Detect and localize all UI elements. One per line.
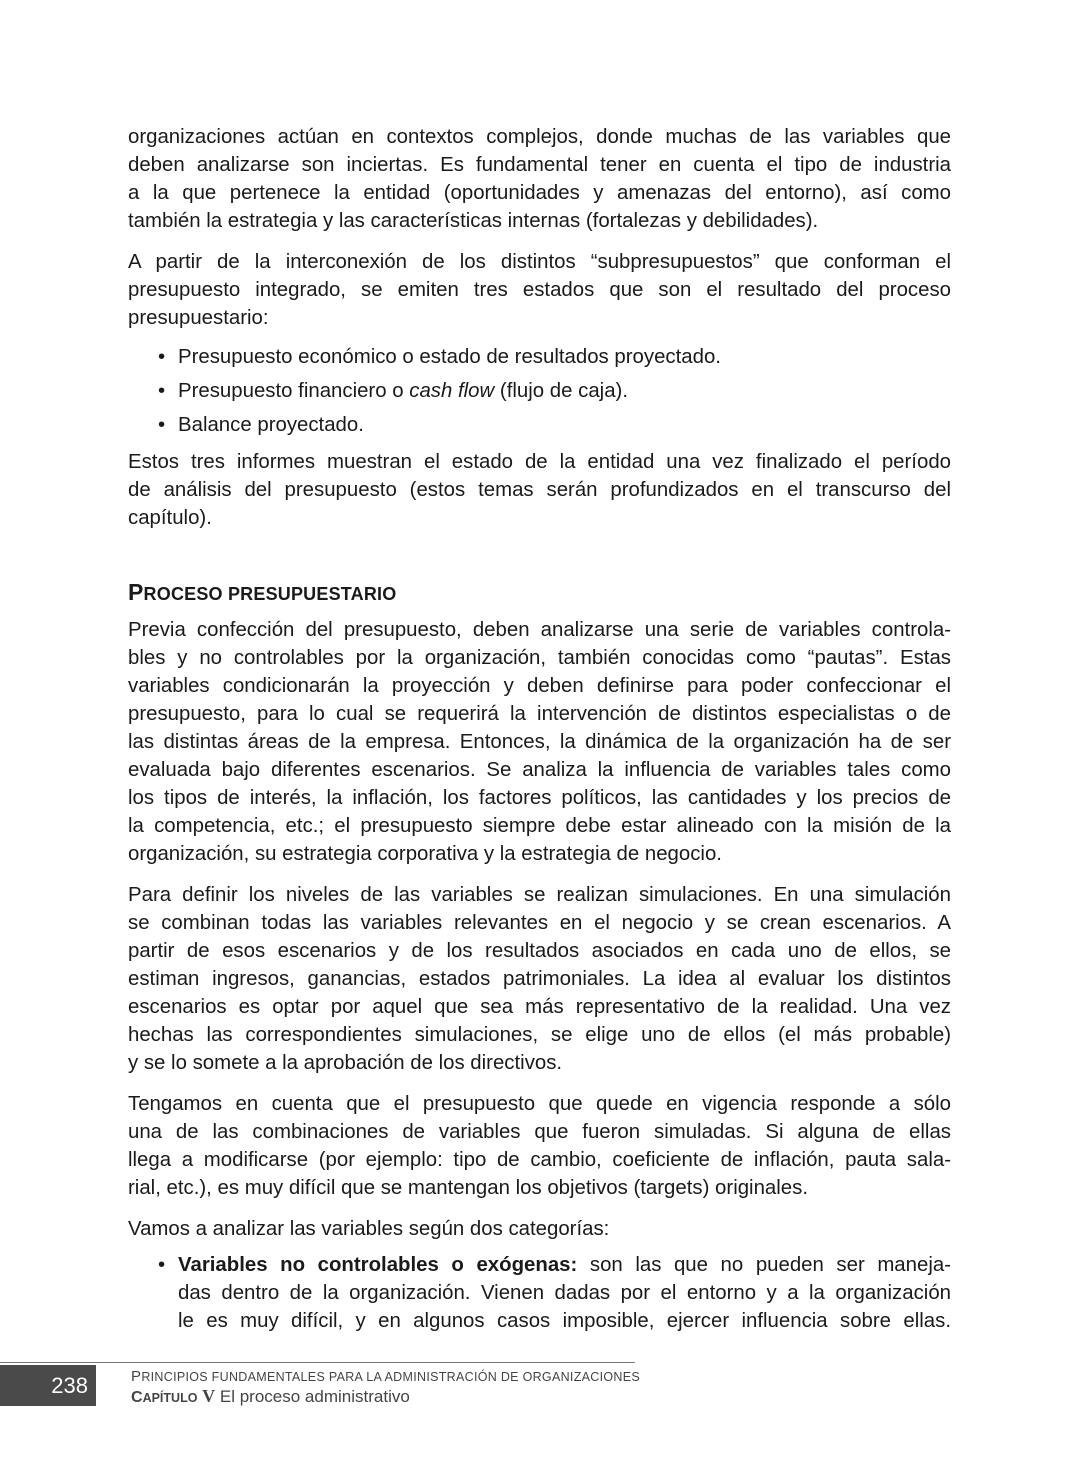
text-line bbox=[128, 1279, 951, 1307]
paragraph bbox=[128, 1215, 951, 1243]
text-line: escenarios es optar por aquel que sea más representativo de la realidad. Una vez bbox=[128, 996, 951, 1018]
bullet-icon: • bbox=[158, 1254, 166, 1276]
text-line: partir de esos escenarios y de los resultados asociados en cada uno de ellos, se bbox=[128, 940, 951, 962]
text-line: Estos tres informes muestran el estado de la entidad una vez finalizado el período bbox=[128, 451, 951, 473]
section-heading: PROCESO PRESUPUESTARIO bbox=[128, 579, 397, 605]
text-line: rial, etc.), es muy difícil que se mantengan los objetivos (targets) originales. bbox=[128, 1177, 808, 1199]
bullet-list-estados bbox=[128, 340, 951, 442]
text-line: a la que pertenece la entidad (oportunidades y amenazas del entorno), así como bbox=[128, 182, 951, 204]
text-line: presupuesto, para lo cual se requerirá la intervención de distintos especialistas o de bbox=[128, 703, 951, 725]
text-line: presupuestario: bbox=[128, 307, 269, 329]
text-line: estiman ingresos, ganancias, estados patrimoniales. La idea al evaluar los distintos bbox=[128, 968, 951, 990]
text-segment: Variables no controlables o exógenas: bbox=[178, 1254, 578, 1276]
page-body bbox=[128, 123, 951, 1341]
text-line bbox=[128, 340, 951, 374]
text-line: las distintas áreas de la empresa. Entonces, la dinámica de la organización ha de ser bbox=[128, 731, 951, 753]
section-paragraphs bbox=[128, 616, 951, 1243]
paragraph-informes bbox=[128, 448, 951, 532]
footer-divider bbox=[0, 1362, 635, 1363]
bullet-icon: • bbox=[158, 346, 166, 368]
text-line: la competencia, etc.; el presupuesto siempre debe estar alineado con la misión de la bbox=[128, 815, 951, 837]
text-line: también la estrategia y las características internas (fortalezas y debilidades). bbox=[128, 210, 819, 232]
text-line: presupuesto integrado, se emiten tres estados que son el resultado del proceso bbox=[128, 279, 951, 301]
text-line bbox=[128, 374, 951, 408]
bullet-icon: • bbox=[158, 414, 166, 436]
text-line: Previa confección del presupuesto, deben analizarse una serie de variables controla- bbox=[128, 619, 951, 641]
text-line: evaluada bajo diferentes escenarios. Se analiza la influencia de variables tales como bbox=[128, 759, 951, 781]
text-line: llega a modificarse (por ejemplo: tipo de cambio, coeficiente de inflación, pauta sala- bbox=[128, 1149, 951, 1171]
text-segment: das dentro de la organización. Vienen dadas por el entorno y a la organización bbox=[178, 1282, 951, 1304]
bullet-item bbox=[128, 408, 951, 442]
bullet-list-variables bbox=[128, 1251, 951, 1335]
chapter-title: CAPÍTULO V El proceso administrativo bbox=[131, 1386, 410, 1406]
text-line: Tengamos en cuenta que el presupuesto que quede en vigencia responde a sólo bbox=[128, 1093, 951, 1115]
text-line: los tipos de interés, la inflación, los factores políticos, las cantidades y los precios de bbox=[128, 787, 951, 809]
text-line: hechas las correspondientes simulaciones, se elige uno de ellos (el más probable) bbox=[128, 1024, 951, 1046]
paragraph bbox=[128, 248, 951, 332]
text-segment: le es muy difícil, y en algunos casos imposible, ejercer influencia sobre ellas. bbox=[178, 1310, 951, 1332]
text-line: deben analizarse son inciertas. Es fundamental tener en cuenta el tipo de industria bbox=[128, 154, 951, 176]
text-segment: cash flow bbox=[409, 380, 495, 402]
text-line: de análisis del presupuesto (estos temas serán profundizados en el transcurso del bbox=[128, 479, 951, 501]
text-segment: Presupuesto económico o estado de resultados proyectado. bbox=[178, 346, 721, 368]
text-line: organización, su estrategia corporativa y la estrategia de negocio. bbox=[128, 843, 722, 865]
text-line: se combinan todas las variables relevantes en el negocio y se crean escenarios. A bbox=[128, 912, 951, 934]
intro-paragraphs bbox=[128, 123, 951, 332]
text-line: capítulo). bbox=[128, 507, 212, 529]
paragraph bbox=[128, 616, 951, 868]
text-segment: Presupuesto financiero o bbox=[178, 380, 410, 402]
text-line bbox=[128, 1307, 951, 1335]
bullet-item bbox=[128, 1251, 951, 1335]
text-segment: son las que no pueden ser maneja- bbox=[577, 1254, 951, 1276]
text-line: y se lo somete a la aprobación de los directivos. bbox=[128, 1052, 563, 1074]
page-number: 238 bbox=[0, 1365, 96, 1406]
bullet-icon: • bbox=[158, 380, 166, 402]
paragraph bbox=[128, 881, 951, 1077]
paragraph bbox=[128, 1090, 951, 1202]
text-line: variables condicionarán la proyección y deben definirse para poder confeccionar el bbox=[128, 675, 951, 697]
bullet-item bbox=[128, 374, 951, 408]
text-line: Vamos a analizar las variables según dos categorías: bbox=[128, 1218, 610, 1240]
text-line bbox=[128, 408, 951, 442]
bullet-item bbox=[128, 340, 951, 374]
paragraph bbox=[128, 123, 951, 235]
text-line: una de las combinaciones de variables que fueron simuladas. Si alguna de ellas bbox=[128, 1121, 951, 1143]
paragraph bbox=[128, 448, 951, 532]
text-segment: Balance proyectado. bbox=[178, 414, 364, 436]
text-line: Para definir los niveles de las variables se realizan simulaciones. En una simulación bbox=[128, 884, 951, 906]
text-line: organizaciones actúan en contextos complejos, donde muchas de las variables que bbox=[128, 126, 951, 148]
text-line bbox=[128, 1251, 951, 1279]
text-line: bles y no controlables por la organización, también conocidas como “pautas”. Estas bbox=[128, 647, 951, 669]
book-title: PRINCIPIOS FUNDAMENTALES PARA LA ADMINISTRACIÓN DE ORGANIZACIONES bbox=[131, 1368, 640, 1385]
text-line: A partir de la interconexión de los distintos “subpresupuestos” que conforman el bbox=[128, 251, 951, 273]
text-segment: (flujo de caja). bbox=[494, 380, 628, 402]
